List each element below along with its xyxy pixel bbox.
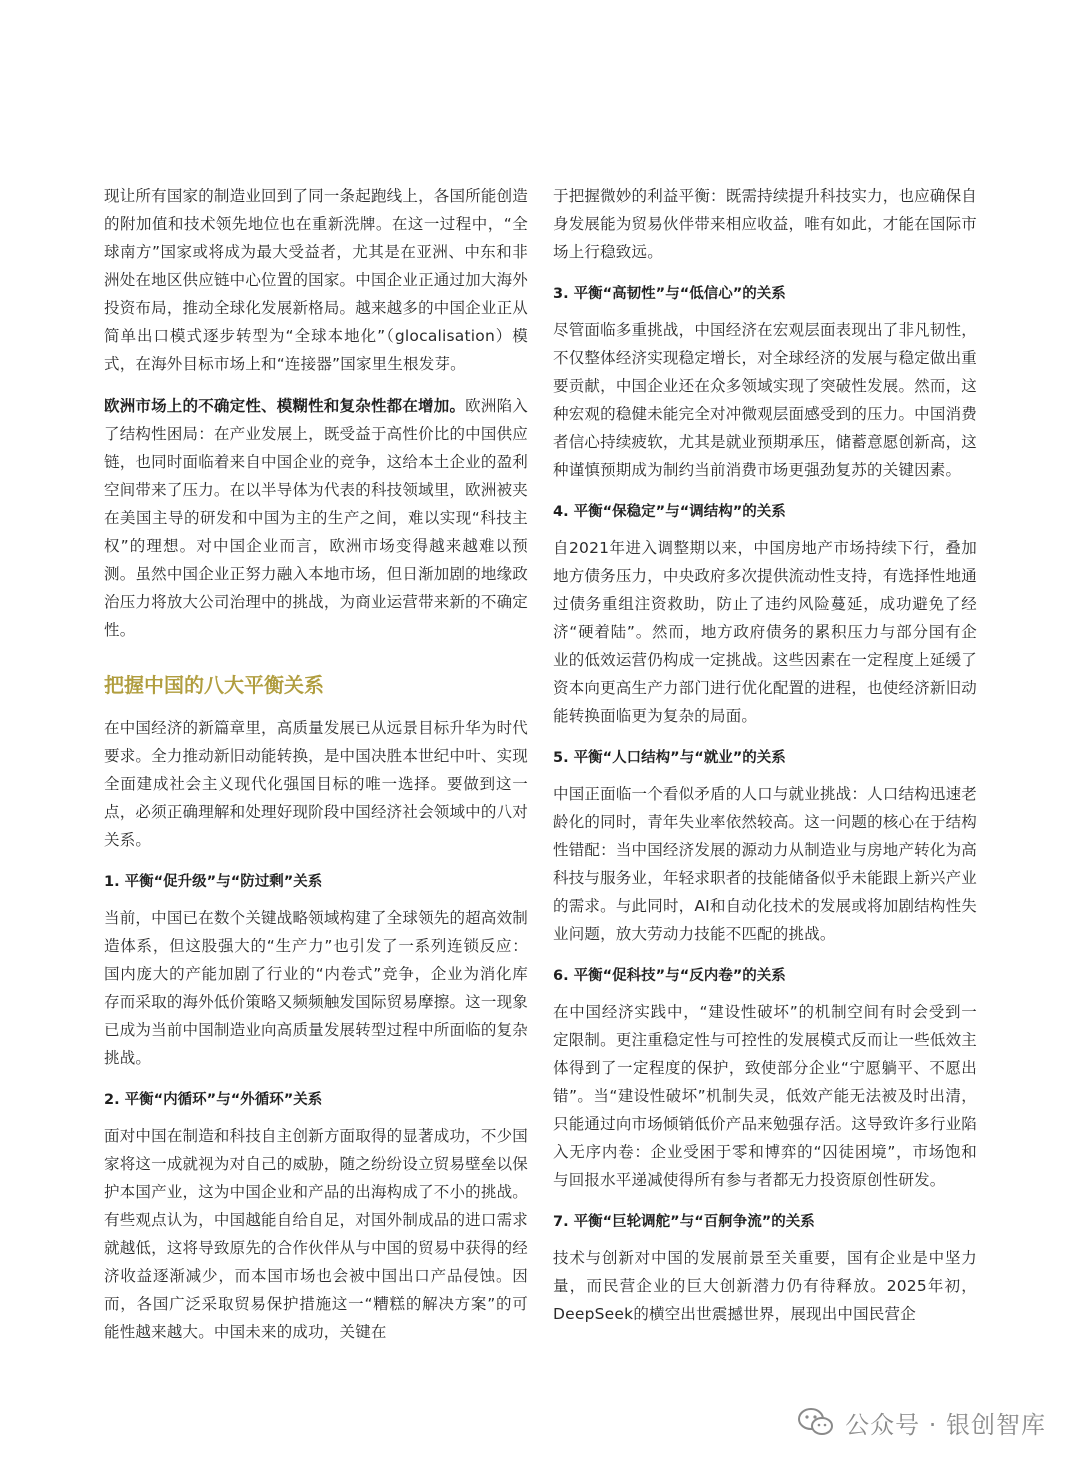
heading-balance-4: 4. 平衡“保稳定”与“调结构”的关系 — [553, 504, 786, 520]
watermark — [797, 1404, 1046, 1440]
heading-balance-5: 5. 平衡“人口结构”与“就业”的关系 — [553, 750, 786, 766]
section-title: 把握中国的八大平衡关系 — [104, 673, 324, 697]
paragraph-intro: 在中国经济的新篇章里，高质量发展已从远景目标升华为时代要求。全力推动新旧动能转换，是中国决胜本世纪中叶、实现全面建成社会主义现代化强国目标的唯一选择。要做到这一点，必须正确理解和处理好现阶段中国经济社会领域中的八对关系。 — [104, 719, 528, 849]
paragraph-balance-7: 技术与创新对中国的发展前景至关重要，国有企业是中坚力量，而民营企业的巨大创新潜力仍有待释放。2025年初，DeepSeek的横空出世震撼世界，展现出中国民营企 — [553, 1249, 977, 1323]
paragraph-continued: 于把握微妙的利益平衡：既需持续提升科技实力，也应确保自身发展能为贸易伙伴带来相应收益，唯有如此，才能在国际市场上行稳致远。 — [553, 187, 977, 261]
paragraph-europe — [104, 392, 528, 644]
heading-balance-7: 7. 平衡“巨轮调舵”与“百舸争流”的关系 — [553, 1214, 815, 1230]
paragraph-balance-2: 面对中国在制造和科技自主创新方面取得的显著成功，不少国家将这一成就视为对自己的威胁，随之纷纷设立贸易壁垒以保护本国产业，这为中国企业和产品的出海构成了不小的挑战。有些观点认为，中国越能自给自足，对国外制成品的进口需求就越低，这将导致原先的合作伙伴从与中国的贸易中获得的经济收益逐渐减少，而本国市场也会被中国出口产品侵蚀。因而，各国广泛采取贸易保护措施这一“糟糕的解决方案”的可能性越来越大。中国未来的成功，关键在 — [104, 1127, 528, 1341]
heading-balance-2: 2. 平衡“内循环”与“外循环”关系 — [104, 1092, 323, 1108]
wechat-icon — [797, 1407, 835, 1437]
paragraph-balance-6: 在中国经济实践中，“建设性破坏”的机制空间有时会受到一定限制。更注重稳定性与可控性的发展模式反而让一些低效主体得到了一定程度的保护，致使部分企业“宁愿躺平、不愿出错”。当“建设性破坏”机制失灵，低效产能无法被及时出清，只能通过向市场倾销低价产品来勉强存活。这导致许多行业陷入无序内卷：企业受困于零和博弈的“囚徒困境”，市场饱和与回报水平递减使得所有参与者都无力投资原创性研发。 — [553, 1003, 977, 1189]
paragraph-europe-body: 欧洲陷入了结构性困局：在产业发展上，既受益于高性价比的中国供应链，也同时面临着来自中国企业的竞争，这给本土企业的盈利空间带来了压力。在以半导体为代表的科技领域里，欧洲被夹在美国主导的研发和中国为主的生产之间，难以实现“科技主权”的理想。对中国企业而言，欧洲市场变得越来越难以预测。虽然中国企业正努力融入本地市场，但日渐加剧的地缘政治压力将放大公司治理中的挑战，为商业运营带来新的不确定性。 — [104, 397, 528, 639]
paragraph-balance-1: 当前，中国已在数个关键战略领域构建了全球领先的超高效制造体系，但这股强大的“生产力”也引发了一系列连锁反应：国内庞大的产能加剧了行业的“内卷式”竞争，企业为消化库存而采取的海外低价策略又频频触发国际贸易摩擦。这一现象已成为当前中国制造业向高质量发展转型过程中所面临的复杂挑战。 — [104, 909, 528, 1067]
paragraph-global-south: 现让所有国家的制造业回到了同一条起跑线上，各国所能创造的附加值和技术领先地位也在重新洗牌。在这一过程中，“全球南方”国家或将成为最大受益者，尤其是在亚洲、中东和非洲处在地区供应链中心位置的国家。中国企业正通过加大海外投资布局，推动全球化发展新格局。越来越多的中国企业正从简单出口模式逐步转型为“全球本地化”（glocalisation）模式，在海外目标市场上和“连接器”国家里生根发芽。 — [104, 187, 528, 373]
right-column — [553, 182, 977, 1342]
left-column — [104, 182, 528, 1360]
paragraph-balance-5: 中国正面临一个看似矛盾的人口与就业挑战：人口结构迅速老龄化的同时，青年失业率依然较高。这一问题的核心在于结构性错配：当中国经济发展的源动力从制造业与房地产转化为高科技与服务业，年轻求职者的技能储备似乎未能跟上新兴产业的需求。与此同时，AI和自动化技术的发展或将加剧结构性失业问题，放大劳动力技能不匹配的挑战。 — [553, 785, 977, 943]
paragraph-europe-lead: 欧洲市场上的不确定性、模糊性和复杂性都在增加。 — [104, 397, 466, 415]
watermark-text: 公众号 · 银创智库 — [845, 1410, 1046, 1439]
heading-balance-1: 1. 平衡“促升级”与“防过剩”关系 — [104, 874, 323, 890]
heading-balance-6: 6. 平衡“促科技”与“反内卷”的关系 — [553, 968, 786, 984]
paragraph-balance-3: 尽管面临多重挑战，中国经济在宏观层面表现出了非凡韧性，不仅整体经济实现稳定增长，对全球经济的发展与稳定做出重要贡献，中国企业还在众多领域实现了突破性发展。然而，这种宏观的稳健未能完全对冲微观层面感受到的压力。中国消费者信心持续疲软，尤其是就业预期承压，储蓄意愿创新高，这种谨慎预期成为制约当前消费市场更强劲复苏的关键因素。 — [553, 321, 977, 479]
paragraph-balance-4: 自2021年进入调整期以来，中国房地产市场持续下行，叠加地方债务压力，中央政府多次提供流动性支持，有选择性地通过债务重组注资救助，防止了违约风险蔓延，成功避免了经济“硬着陆”。然而，地方政府债务的累积压力与部分国有企业的低效运营仍构成一定挑战。这些因素在一定程度上延缓了资本向更高生产力部门进行优化配置的进程，也使经济新旧动能转换面临更为复杂的局面。 — [553, 539, 977, 725]
heading-balance-3: 3. 平衡“高韧性”与“低信心”的关系 — [553, 286, 786, 302]
